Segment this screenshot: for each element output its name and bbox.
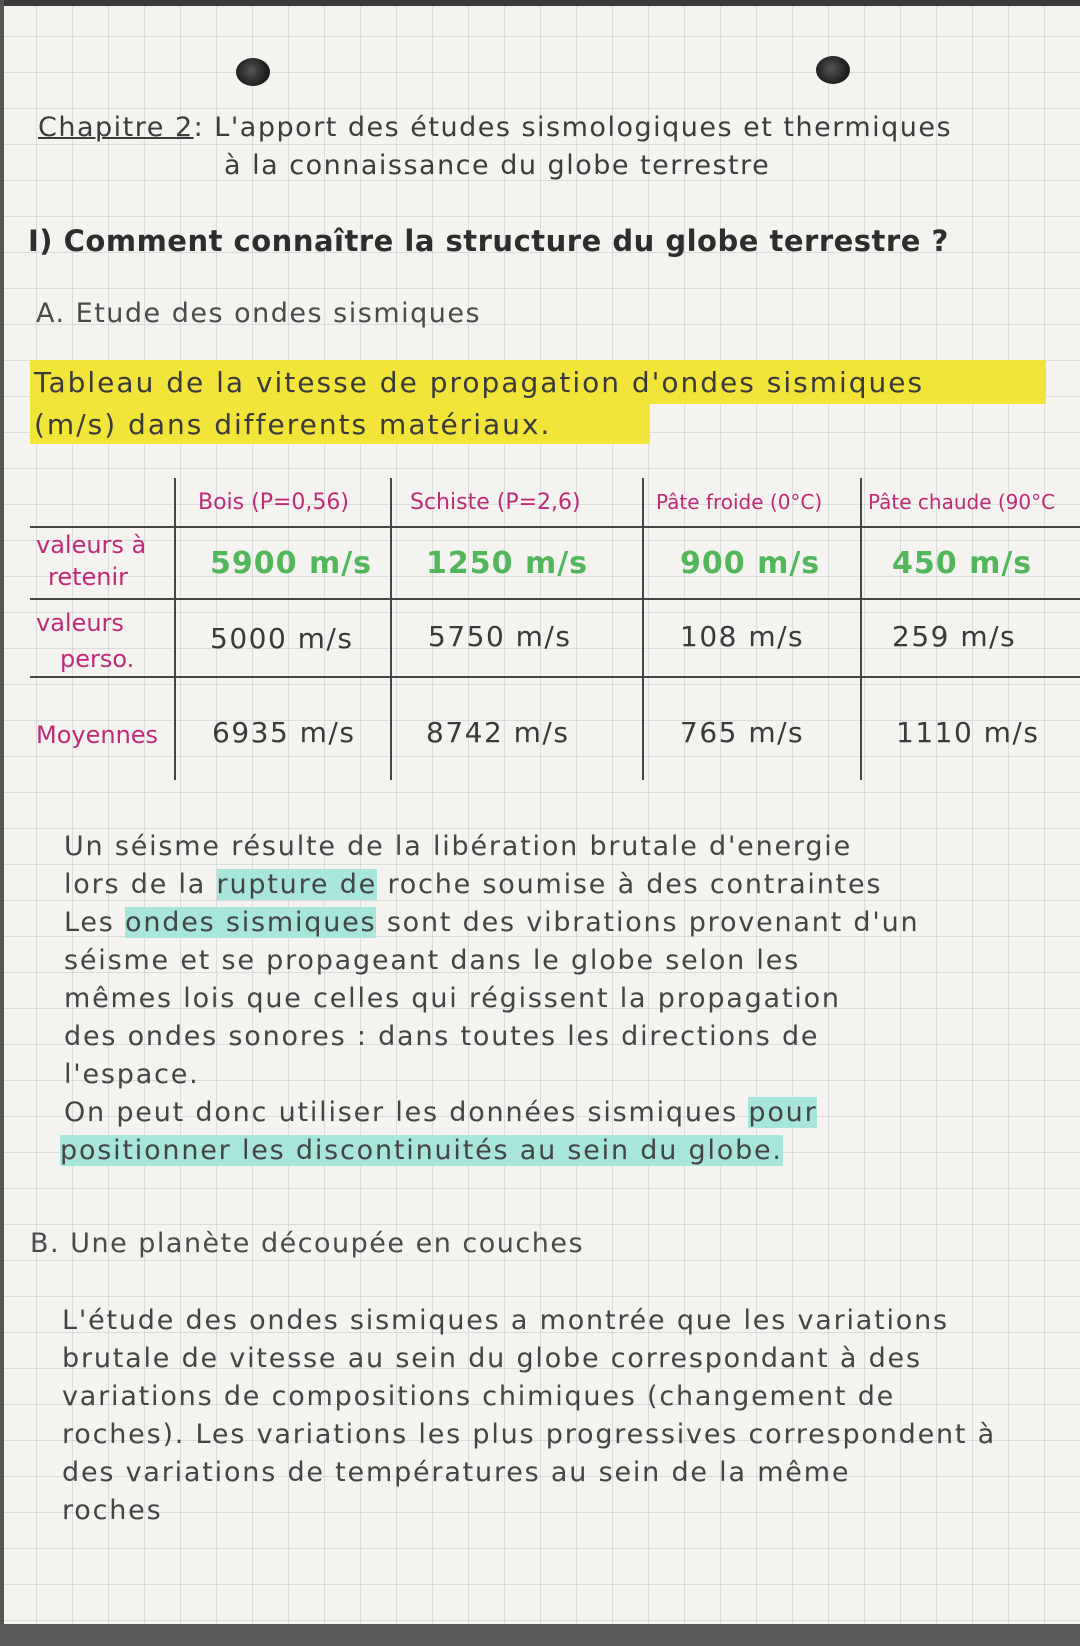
para-a-line: mêmes lois que celles qui régissent la propagation bbox=[64, 983, 841, 1014]
photo-edge-top bbox=[0, 0, 1080, 6]
chapter-label: Chapitre 2 bbox=[38, 112, 194, 143]
para-a-line: séisme et se propageant dans le globe selon les bbox=[64, 945, 801, 976]
row-label-moyennes: Moyennes bbox=[36, 721, 159, 749]
binder-hole-right bbox=[816, 56, 850, 84]
teal-highlight: positionner les discontinuités au sein du globe. bbox=[60, 1135, 783, 1166]
table-column-rule bbox=[860, 478, 862, 780]
table-caption-line2: (m/s) dans differents matériaux. bbox=[34, 408, 552, 441]
table-cell: 5000 m/s bbox=[210, 622, 354, 655]
teal-highlight: rupture de bbox=[216, 869, 378, 900]
table-cell: 765 m/s bbox=[680, 716, 805, 749]
para-a-text: On peut donc utiliser les données sismiques bbox=[64, 1097, 749, 1128]
table-header-pate-chaude: Pâte chaude (90°C bbox=[868, 490, 1056, 514]
photo-edge-bottom bbox=[0, 1624, 1080, 1646]
para-a-text: roche soumise à des contraintes bbox=[377, 869, 883, 900]
table-cell: 108 m/s bbox=[680, 620, 805, 653]
para-a-text: lors de la bbox=[64, 869, 217, 900]
row-label-perso-1: valeurs bbox=[36, 609, 124, 637]
table-header-bois: Bois (P=0,56) bbox=[198, 490, 349, 515]
table-header-pate-froide: Pâte froide (0°C) bbox=[656, 490, 823, 514]
row-label-retenir-2: retenir bbox=[48, 563, 129, 591]
para-a-line bbox=[64, 904, 919, 942]
table-rule bbox=[30, 526, 1080, 528]
teal-highlight: pour bbox=[748, 1097, 818, 1128]
subsection-a-heading: A. Etude des ondes sismiques bbox=[36, 298, 482, 329]
chapter-title-line2: à la connaissance du globe terrestre bbox=[224, 150, 771, 181]
photo-edge-left bbox=[0, 0, 4, 1646]
table-header-schiste: Schiste (P=2,6) bbox=[410, 490, 581, 515]
para-a-line: des ondes sonores : dans toutes les directions de bbox=[64, 1021, 820, 1052]
section-heading: I) Comment connaître la structure du globe terrestre ? bbox=[28, 224, 949, 258]
para-b-line: roches bbox=[62, 1495, 163, 1526]
row-label-retenir-1: valeurs à bbox=[36, 531, 147, 559]
binder-hole-left bbox=[236, 58, 270, 86]
table-cell: 259 m/s bbox=[892, 620, 1017, 653]
para-a-line: l'espace. bbox=[64, 1059, 200, 1090]
para-a-text: sont des vibrations provenant d'un bbox=[376, 907, 920, 938]
chapter-title-line1 bbox=[38, 112, 952, 143]
para-a-line: Un séisme résulte de la libération brutale d'energie bbox=[64, 831, 852, 862]
table-caption-line1: Tableau de la vitesse de propagation d'ondes sismiques bbox=[34, 366, 925, 399]
para-b-line: roches). Les variations les plus progressives correspondent à bbox=[62, 1419, 997, 1450]
table-cell: 1250 m/s bbox=[426, 546, 589, 581]
subsection-b-heading: B. Une planète découpée en couches bbox=[30, 1228, 585, 1259]
table-cell: 5750 m/s bbox=[428, 620, 572, 653]
table-rule bbox=[30, 598, 1080, 600]
table-cell: 8742 m/s bbox=[426, 716, 570, 749]
para-b-line: variations de compositions chimiques (changement de bbox=[62, 1381, 896, 1412]
para-b-line: brutale de vitesse au sein du globe correspondant à des bbox=[62, 1343, 922, 1374]
table-column-rule bbox=[642, 478, 644, 780]
table-rule bbox=[30, 676, 1080, 678]
para-b-line: L'étude des ondes sismiques a montrée que les variations bbox=[62, 1305, 949, 1336]
table-column-rule bbox=[174, 478, 176, 780]
teal-highlight: ondes sismiques bbox=[125, 907, 377, 938]
table-cell: 1110 m/s bbox=[896, 716, 1040, 749]
table-cell: 5900 m/s bbox=[210, 546, 373, 581]
para-a-text: Les bbox=[64, 907, 126, 938]
chapter-title-text: : L'apport des études sismologiques et thermiques bbox=[193, 112, 953, 143]
row-label-perso-2: perso. bbox=[60, 645, 135, 673]
table-cell: 450 m/s bbox=[892, 546, 1033, 581]
para-a-line bbox=[64, 1094, 817, 1132]
para-a-line bbox=[60, 1132, 783, 1170]
para-b-line: des variations de températures au sein de la même bbox=[62, 1457, 851, 1488]
para-a-line bbox=[64, 866, 882, 904]
table-cell: 6935 m/s bbox=[212, 716, 356, 749]
table-column-rule bbox=[390, 478, 392, 780]
table-cell: 900 m/s bbox=[680, 546, 821, 581]
